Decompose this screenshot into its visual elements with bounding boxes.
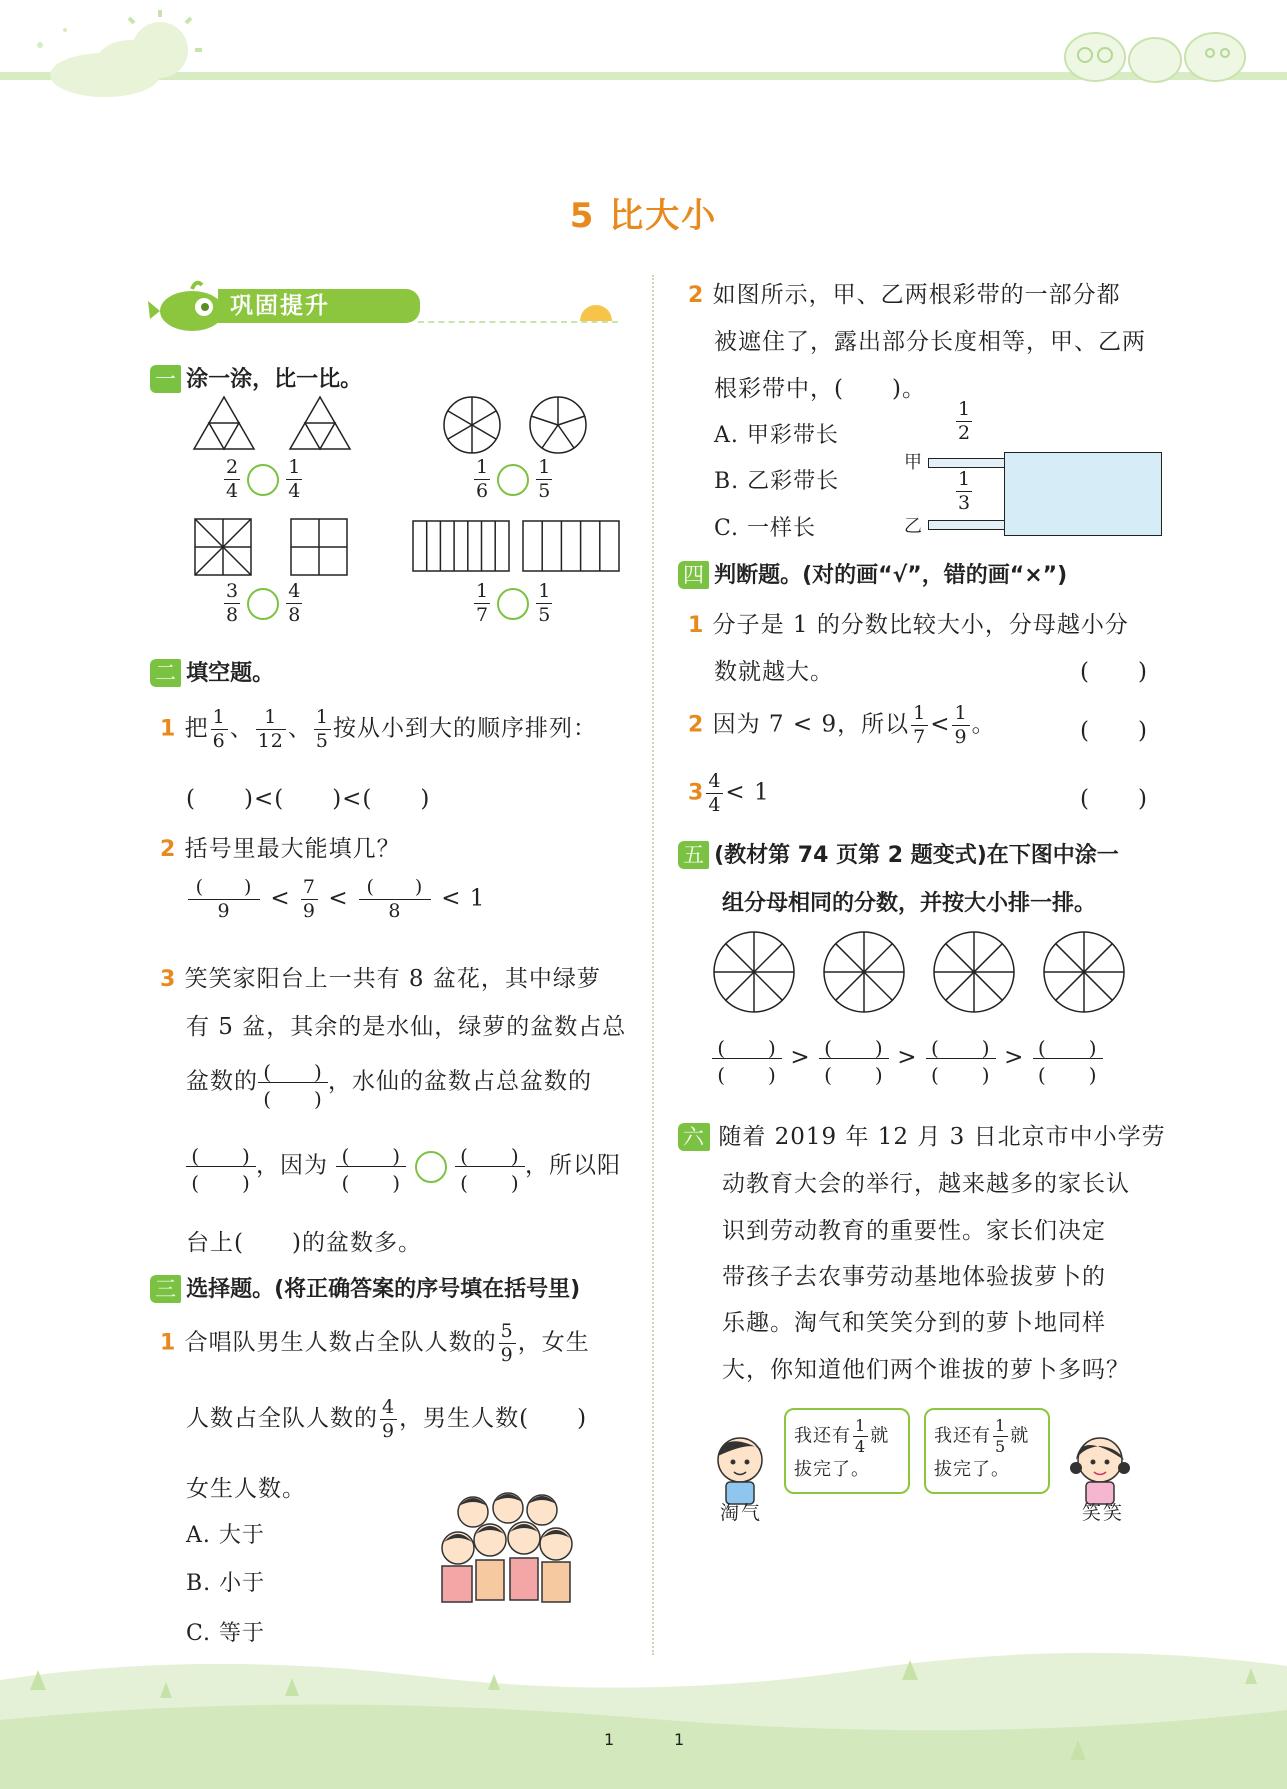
sun-icon xyxy=(576,297,616,327)
ribbon-a xyxy=(928,458,1010,468)
column-divider xyxy=(652,275,654,1655)
whale-icon xyxy=(148,275,228,335)
part2-q2: 2 括号里最大能填几？ xyxy=(160,836,401,862)
blank-fraction[interactable]: ( ) ( ) xyxy=(819,1032,889,1085)
boy-taoqi-icon xyxy=(708,1430,772,1506)
part3-heading xyxy=(150,1272,580,1303)
part3-q1-line1: 1 合唱队男生人数占全队人数的 $\frac{5}{9}$ ，女生 xyxy=(160,1320,590,1366)
part2-heading xyxy=(150,656,274,687)
right-q2-line2: 被遮住了，露出部分长度相等，甲、乙两 xyxy=(714,329,1146,355)
blank-fraction[interactable]: ( ) ( ) xyxy=(336,1140,406,1193)
part5-line2: 组分母相同的分数，并按大小排一排。 xyxy=(722,891,1097,916)
choir-children-illustration xyxy=(428,1488,588,1606)
part4-q1-paren[interactable]: ( ) xyxy=(1080,659,1148,685)
circle-sixths[interactable] xyxy=(442,395,502,455)
blank-fraction[interactable]: ( ) ( ) xyxy=(258,1056,328,1109)
part3-heading-text: 选择题。(将正确答案的序号填在括号里) xyxy=(186,1277,581,1302)
compare-row-1-left: $\frac{2}{4}$ $\frac{1}{4}$ xyxy=(226,456,301,502)
right-q2-option-c[interactable]: C. 一样长 xyxy=(714,516,817,541)
blank-fraction[interactable]: $\frac{( )}{8}$ xyxy=(359,878,431,921)
part4-q1-line2: 数就越大。 xyxy=(714,659,834,685)
right-q2-option-b[interactable]: B. 乙彩带长 xyxy=(714,469,840,494)
part4-heading-text: 判断题。(对的画“√”，错的画“×”) xyxy=(714,563,1068,588)
part2-q3-line3: 盆数的 ( ) ( ) ，水仙的盆数占总盆数的 xyxy=(186,1056,592,1109)
compare-row-2-right: $\frac{1}{7}$ $\frac{1}{5}$ xyxy=(476,580,551,626)
ribbon-b xyxy=(928,520,1010,530)
part2-q3-line2: 有 5 盆，其余的是水仙，绿萝的盆数占总 xyxy=(186,1014,627,1040)
part5-line1: (教材第 74 页第 2 题变式)在下图中涂一 xyxy=(714,843,1119,868)
compare-circle[interactable] xyxy=(415,1151,447,1183)
triangle-shape-a[interactable] xyxy=(192,395,256,451)
right-q2-line3[interactable]: 根彩带中，( )。 xyxy=(714,376,926,402)
part4-q1-line1: 1 分子是 1 的分数比较大小，分母越小分 xyxy=(688,612,1129,638)
part2-badge: 二 xyxy=(150,659,181,687)
compare-circle[interactable] xyxy=(247,588,279,620)
triangle-shape-b[interactable] xyxy=(288,395,352,451)
name-taoqi: 淘气 xyxy=(720,1502,763,1524)
part5-order-row: ( ) ( ) > ( ) ( ) > ( ) ( ) > ( ) ( ) xyxy=(712,1032,1103,1085)
cloud-sun-decoration xyxy=(10,5,210,105)
compare-row-1-right: $\frac{1}{6}$ $\frac{1}{5}$ xyxy=(476,456,551,502)
compare-circle[interactable] xyxy=(497,588,529,620)
blank-fraction[interactable]: ( ) ( ) xyxy=(712,1032,782,1085)
part3-option-a[interactable]: A. 大于 xyxy=(186,1523,265,1548)
part4-heading xyxy=(678,558,1067,589)
part6-line2: 动教育大会的举行，越来越多的家长认 xyxy=(722,1171,1130,1197)
girl-xiaoxiao-icon xyxy=(1068,1430,1132,1506)
bar-sevenths[interactable] xyxy=(412,520,510,572)
part6-line6: 大，你知道他们两个谁拔的萝卜多吗？ xyxy=(722,1357,1130,1383)
compare-row-2-left: $\frac{3}{8}$ $\frac{4}{8}$ xyxy=(226,580,301,626)
section-banner xyxy=(148,275,628,335)
right-q2-option-a[interactable]: A. 甲彩带长 xyxy=(714,423,839,448)
name-xiaoxiao: 笑笑 xyxy=(1082,1502,1125,1524)
part6-line5: 乐趣。淘气和笑笑分到的萝卜地同样 xyxy=(722,1310,1106,1336)
square-eighths[interactable] xyxy=(194,518,252,576)
part4-q3-paren[interactable]: ( ) xyxy=(1080,786,1148,812)
page-number-left: 1 xyxy=(604,1730,615,1749)
blank-fraction[interactable]: ( ) ( ) xyxy=(186,1140,256,1193)
blank-fraction[interactable]: $\frac{( )}{9}$ xyxy=(188,878,260,921)
part1-heading xyxy=(150,362,362,393)
ribbon-a-label: 甲 xyxy=(904,452,922,473)
ribbon-b-fraction: $\frac{1}{3}$ xyxy=(958,468,971,514)
animal-faces-decoration xyxy=(1060,15,1260,85)
part3-option-b[interactable]: B. 小于 xyxy=(186,1571,266,1596)
part2-q2-inequality: $\frac{( )}{9}$ < $\frac{7}{9}$ < $\frac{( )}{8}$ < 1 xyxy=(186,878,485,921)
ribbon-diagram xyxy=(900,396,1170,544)
footer-landscape xyxy=(0,1640,1287,1789)
part2-heading-text: 填空题。 xyxy=(186,661,275,686)
part5-badge: 五 xyxy=(678,841,709,869)
square-eighths-grid[interactable] xyxy=(290,518,348,576)
part4-badge: 四 xyxy=(678,561,709,589)
part3-option-c[interactable]: C. 等于 xyxy=(186,1621,266,1646)
part4-q2-paren[interactable]: ( ) xyxy=(1080,718,1148,744)
right-q2-line1: 2 如图所示，甲、乙两根彩带的一部分都 xyxy=(688,282,1121,308)
blank-fraction[interactable]: ( ) ( ) xyxy=(1033,1032,1103,1085)
part6-line4: 带孩子去农事劳动基地体验拔萝卜的 xyxy=(722,1264,1106,1290)
part2-q3-line4: ( ) ( ) ，因为 ( ) ( ) ( ) ( ) ，所以阳 xyxy=(186,1140,621,1193)
circle-fifths[interactable] xyxy=(528,395,588,455)
section-banner-label: 巩固提升 xyxy=(218,289,420,323)
part5-circles[interactable] xyxy=(712,930,1132,1016)
page-title: 5 比大小 xyxy=(569,196,718,236)
part4-q2: 2 因为 7 < 9，所以 $\frac{1}{7}$ < $\frac{1}{9}$ 。 xyxy=(688,702,996,748)
part3-badge: 三 xyxy=(150,1275,181,1303)
part3-q1-line2: 人数占全队人数的 $\frac{4}{9}$ ，男生人数( ) xyxy=(186,1396,588,1442)
part2-q1-answer-line[interactable]: ( )<( )<( ) xyxy=(186,786,431,812)
part1-badge: 一 xyxy=(150,365,181,393)
part6-line3: 识到劳动教育的重要性。家长们决定 xyxy=(722,1218,1106,1244)
part5-heading xyxy=(678,838,1119,869)
bar-fifths[interactable] xyxy=(522,520,620,572)
page-number-right: 1 xyxy=(674,1730,685,1749)
compare-circle[interactable] xyxy=(497,464,529,496)
speech-bubble-taoqi: 我还有 $\frac{1}{4}$ 就 拔完了。 xyxy=(784,1408,910,1494)
part4-q3: 3 $\frac{4}{4}$ < 1 xyxy=(688,770,770,816)
blank-fraction[interactable]: ( ) ( ) xyxy=(455,1140,525,1193)
part2-q1: 1 把 $\frac{1}{6}$ 、 $\frac{1}{12}$ 、 $\frac{1}{5}$ 按从小到大的顺序排列： xyxy=(160,706,597,752)
blank-fraction[interactable]: ( ) ( ) xyxy=(926,1032,996,1085)
part6-badge: 六 xyxy=(678,1123,710,1151)
ribbon-b-label: 乙 xyxy=(904,516,922,537)
compare-circle[interactable] xyxy=(247,464,279,496)
part2-q3-line5[interactable]: 台上( )的盆数多。 xyxy=(186,1230,422,1256)
part2-q3-line1: 3 笑笑家阳台上一共有 8 盆花，其中绿萝 xyxy=(160,966,601,992)
ribbon-a-fraction: $\frac{1}{2}$ xyxy=(958,398,971,444)
speech-bubble-xiaoxiao: 我还有 $\frac{1}{5}$ 就 拔完了。 xyxy=(924,1408,1050,1494)
cover-box xyxy=(1004,452,1162,536)
part3-q1-line3: 女生人数。 xyxy=(186,1476,306,1502)
part1-heading-text: 涂一涂，比一比。 xyxy=(186,367,363,392)
part6-line1: 六 随着 2019 年 12 月 3 日北京市中小学劳 xyxy=(678,1118,1166,1151)
